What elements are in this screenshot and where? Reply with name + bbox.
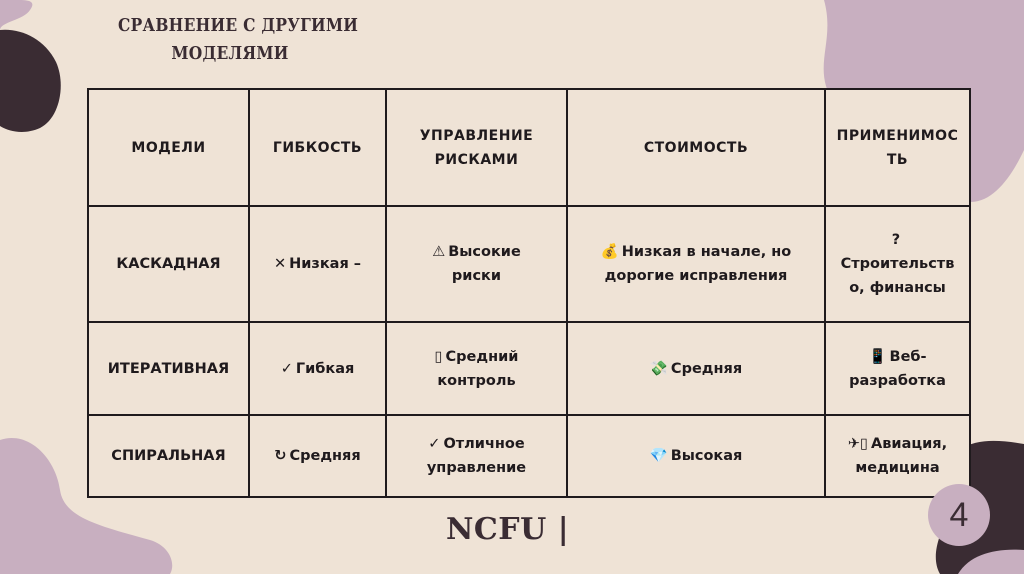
money-bag-icon: 💰: [600, 244, 619, 260]
cell-model: ИТЕРАТИВНАЯ: [88, 322, 249, 415]
cell-applicability: ✈▯ Авиация, медицина: [825, 415, 970, 497]
header-cost: СТОИМОСТЬ: [567, 89, 825, 206]
slide-title: [118, 12, 358, 68]
cycle-arrows-icon: ↻: [274, 448, 287, 464]
airplane-icon: ✈▯: [847, 436, 869, 452]
table-row: [88, 206, 970, 322]
question-icon: ?: [891, 232, 901, 248]
cross-icon: ✕: [273, 256, 287, 272]
cell-flexibility: ✕ Низкая –: [249, 206, 386, 322]
header-models: МОДЕЛИ: [88, 89, 249, 206]
cell-risk: ▯ Средний контроль: [386, 322, 567, 415]
gem-icon: 💎: [649, 448, 668, 464]
comparison-table: [87, 88, 971, 498]
cell-applicability: 📱 Веб-разработка: [825, 322, 970, 415]
decor-blob-top-left: [0, 0, 80, 140]
checkmark-icon: ✓: [428, 436, 441, 452]
table-header-row: [88, 89, 970, 206]
warning-icon: ⚠: [432, 244, 446, 260]
mobile-phone-icon: 📱: [868, 348, 887, 365]
footer-label: NCFU |: [446, 512, 570, 547]
cell-model: КАСКАДНАЯ: [88, 206, 249, 322]
cell-cost: 💰 Низкая в начале, но дорогие исправления: [567, 206, 825, 322]
cell-applicability: ? Строительство, финансы: [825, 206, 970, 322]
header-risk-management: УПРАВЛЕНИЕ РИСКАМИ: [386, 89, 567, 206]
slide-title-line1: СРАВНЕНИЕ С ДРУГИМИ: [118, 15, 359, 36]
table-row: [88, 415, 970, 497]
cell-risk: ✓ Отличное управление: [386, 415, 567, 497]
cell-flexibility: ↻ Средняя: [249, 415, 386, 497]
slide-title-line2: МОДЕЛЯМИ: [171, 43, 289, 64]
header-flexibility: ГИБКОСТЬ: [249, 89, 386, 206]
table-row: [88, 322, 970, 415]
checkmark-icon: ✓: [280, 360, 293, 377]
cell-model: СПИРАЛЬНАЯ: [88, 415, 249, 497]
cell-flexibility: ✓ Гибкая: [249, 322, 386, 415]
placeholder-glyph-icon: ▯: [434, 348, 443, 365]
cell-cost: 💸 Средняя: [567, 322, 825, 415]
cell-cost: 💎 Высокая: [567, 415, 825, 497]
page-number-badge: 4: [928, 484, 990, 546]
cell-risk: ⚠ Высокие риски: [386, 206, 567, 322]
money-wings-icon: 💸: [649, 360, 668, 377]
header-applicability: ПРИМЕНИМОСТЬ: [825, 89, 970, 206]
